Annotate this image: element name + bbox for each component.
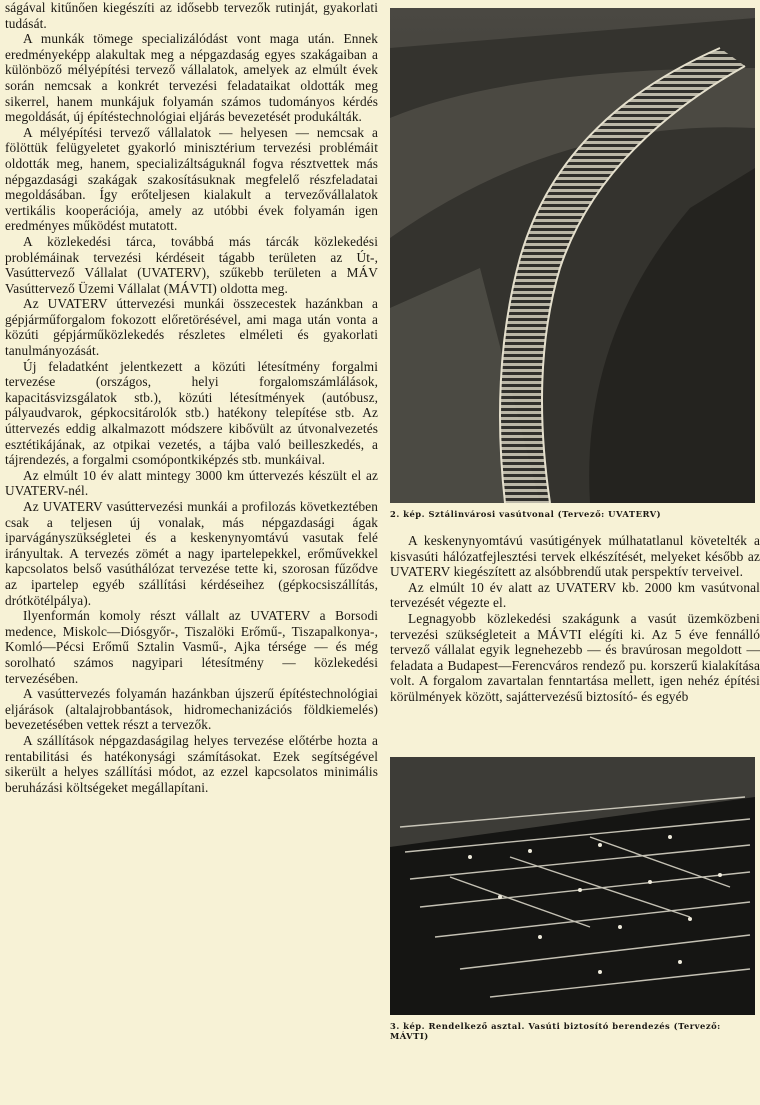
paragraph: A vasúttervezés folyamán hazánkban újszerű építéstechnológiai eljárások (altalajrobbantások, hidromechanizációs földkiemelés) bevezetésében vettek részt a tervezők. [5, 686, 378, 733]
paragraph: ságával kitűnően kiegészíti az idősebb tervezők rutinját, gyakorlati tudását. [5, 0, 378, 31]
left-column [5, 0, 378, 1105]
paragraph: Az elmúlt 10 év alatt az UVATERV kb. 2000 km vasútvonal tervezését végezte el. [390, 579, 760, 611]
paragraph: A mélyépítési tervező vállalatok — helyesen — nemcsak a fölöttük felügyeletet gyakorló minisztérium tervezési problémáit oldották meg, hanem, specializáltságuknál fogva résztvettek más népgazdasági szakágak szakosításuknak megfelelő részfeladatai megoldásában. Így erőteljesen kialakult a tervezővállalatok vertikális kooperációja, amely az utóbbi évek folyamán igen eredményes működést mutatott. [5, 124, 378, 234]
paragraph: Az UVATERV vasúttervezési munkái a profilozás következtében csak a teljesen új vonalak, más népgazdasági ágak iparvágányszükségletei és a keskenynyomtávú vasutak felé irányultak. A tervezés zömét a nagy ipartelepekkel, erőművekkel kapcsolatos belső vasúthálózat tervezése tette ki, szorosan fűződve az ipartelep egyéb szállítási kérdéseihez (gépkocsiszállítás, drótkötélpálya). [5, 499, 378, 608]
paragraph: Új feladatként jelentkezett a közúti létesítmény forgalmi tervezése (országos, helyi forgalomszámlálások, kapacitásvizsgálatok stb.), közúti létesítmények (autóbusz, pályaudvarok, gépkocsitárolók stb.) hatékony telepítése stb. Az úttervezés eddig alkalmazott módszere kibővült az útvonalvezetés esztétikájának, az otpikai vezetés, a tájba való beilleszkedés, a tájrendezés, a forgalmi csomópontkiképzés stb. munkáival. [5, 358, 378, 468]
paragraph: A keskenynyomtávú vasútigények múlhatatlanul követelték a kisvasúti hálózatfejlesztési tervek elkészítését, melyeket később az UVATERV kiegészített az alsóbbrendű utak perspektív terveivel. [390, 533, 760, 580]
paragraph: Ilyenformán komoly részt vállalt az UVATERV a Borsodi medence, Miskolc—Diósgyőr-, Tiszalöki Erőmű-, Tiszapalkonya-, Komló—Pécsi Erőmű Sztalin Vasmű-, Ajka térsége — és még sorolható számos nagyipari létesítmény — közlekedési tervezésében. [5, 608, 378, 686]
paragraph: A szállítások népgazdaságilag helyes tervezése előtérbe hozta a rentabilitási és hatékonysági számításokat. Ezek segítségével sikerült a helyes szállítási módot, az ezzel kapcsolatos minimális beruházási költségeket megállapítani. [5, 732, 378, 795]
photo-caption: 2. kép. Sztálinvárosi vasútvonal (Tervező: UVATERV) [390, 509, 662, 519]
paragraph: Az UVATERV úttervezési munkái összecestek hazánkban a gépjárműforgalom fokozott előretörésével, ami maga után vonta a közúti gépjárműközlekedés részletes elméleti és gyakorlati tanulmányozását. [5, 296, 378, 359]
right-column [390, 0, 760, 1105]
paragraph: A munkák tömege specializálódást vont maga után. Ennek eredményeképp alakultak meg a népgazdaság egyes szakágaiban a különböző mélyépítési tervező vállalatok, amelyek az elmúlt évek során nemcsak a konkrét tervezési feladataikat oldották meg sikerrel, hanem munkájuk folyamán számos tudományos kérdés megoldását, új építéstechnológiai eljárás bevezetését produkálták. [5, 31, 378, 125]
paragraph: A közlekedési tárca, továbbá más tárcák közlekedési problémáinak tervezési kérdéseit tágabb területen az Út-, Vasúttervező Vállalat (UVATERV), szűkebb területen a MÁV Vasúttervező Üzemi Vállalat (MÁVTI) oldotta meg. [5, 233, 378, 296]
paragraph: Az elmúlt 10 év alatt mintegy 3000 km úttervezés készült el az UVATERV-nél. [5, 467, 378, 499]
control-desk-photo [390, 757, 755, 1015]
paragraph: Legnagyobb közlekedési szakágunk a vasút üzemközbeni tervezési szükségleteit a MÁVTI elégíti ki. Az 5 éve fennálló tervező vállalat egyik legnehezebb — és bravúrosan megoldott — feladata a Budapest—Ferencváros rendező pu. korszerű kialakítása volt. A forgalom zavartalan fenntartása mellett, igen nehéz építési körülmények között, sajáttervezésű biztosító- és egyéb [390, 610, 760, 704]
railway-photo [390, 8, 755, 503]
photo-caption: 3. kép. Rendelkező asztal. Vasúti biztosító berendezés (Tervező: MÁVTI) [390, 1020, 721, 1041]
